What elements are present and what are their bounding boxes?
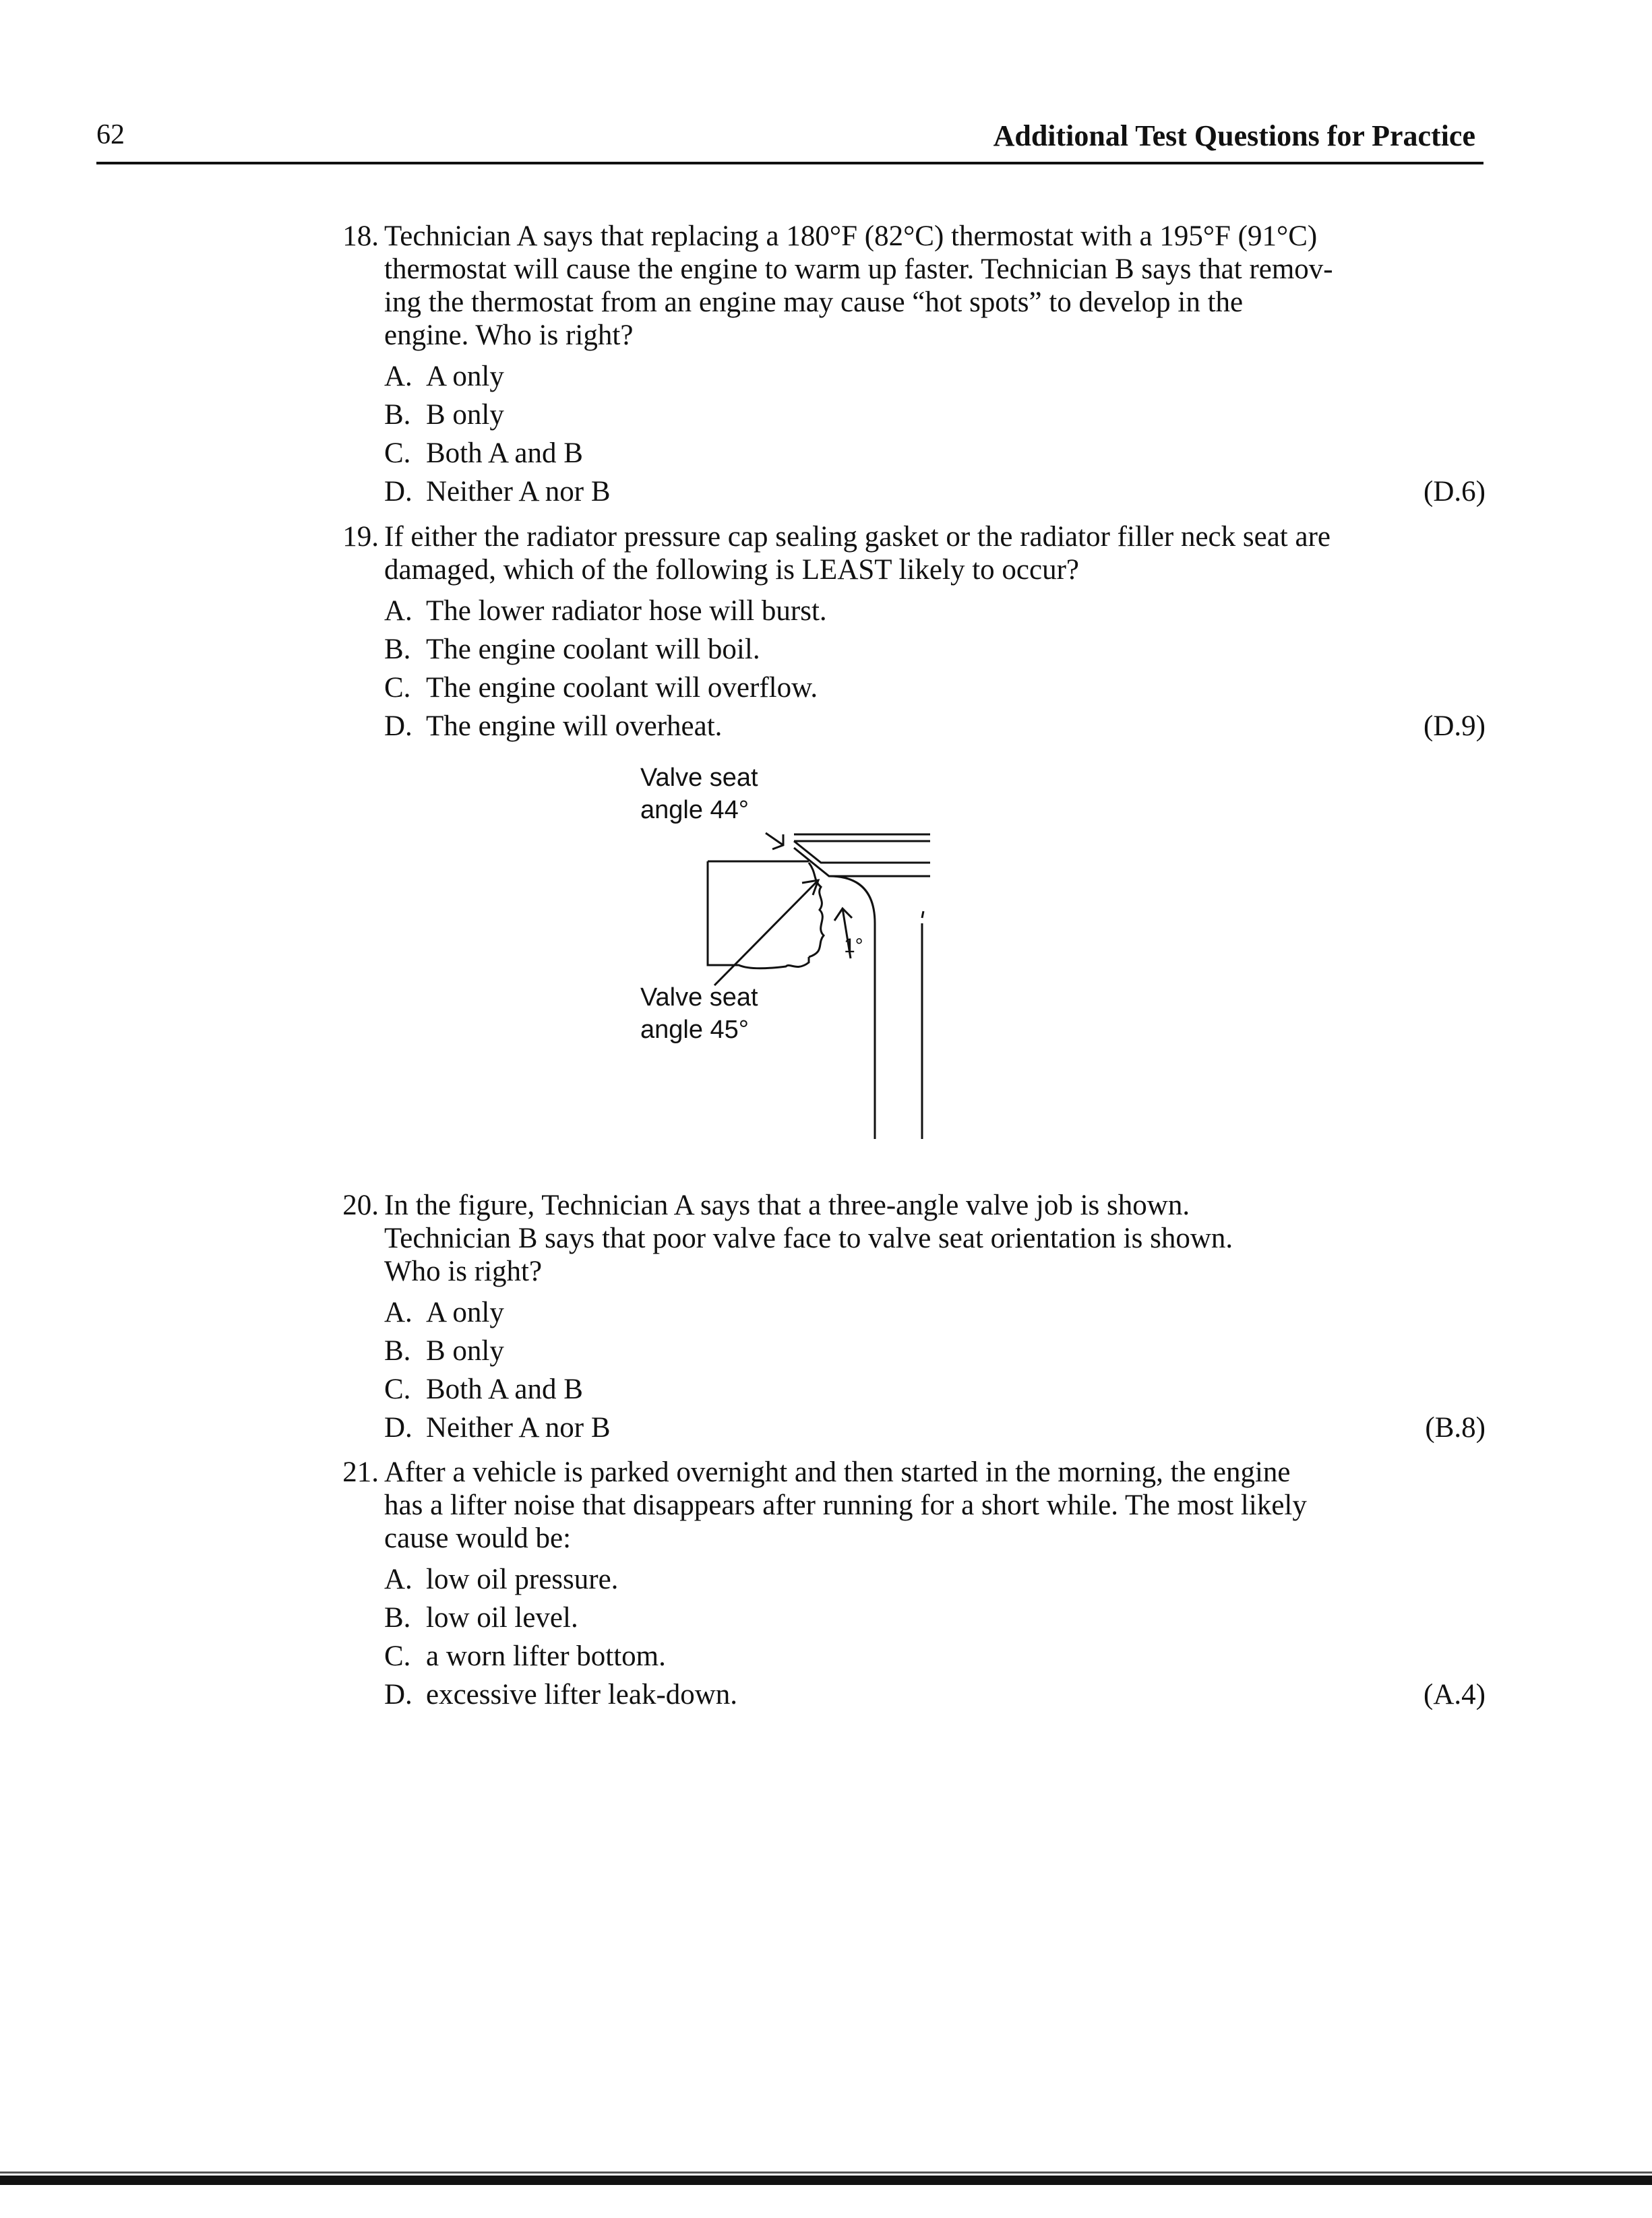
question-number: 19. bbox=[342, 521, 379, 553]
answer-option bbox=[384, 1409, 1487, 1447]
question-text bbox=[384, 1189, 1449, 1288]
question-line: After a vehicle is parked overnight and then started in the morning, the engine bbox=[384, 1456, 1291, 1488]
option-letter: B. bbox=[384, 1602, 411, 1634]
valve-seat-drawing bbox=[607, 762, 984, 1152]
question-line: damaged, which of the following is LEAST likely to occur? bbox=[384, 554, 1079, 586]
question-text bbox=[384, 1456, 1449, 1555]
option-text: The engine will overheat. bbox=[426, 710, 723, 742]
figure-label-line: angle 45° bbox=[640, 1016, 749, 1044]
answer-option bbox=[384, 669, 1487, 707]
option-letter: A. bbox=[384, 1297, 412, 1328]
difference-angle-label: 1° bbox=[844, 935, 863, 957]
option-letter: B. bbox=[384, 634, 411, 665]
answer-option bbox=[384, 357, 1487, 396]
answer-option bbox=[384, 396, 1487, 434]
answer-option bbox=[384, 472, 1487, 511]
answer-options bbox=[384, 1293, 1487, 1447]
arrow-44 bbox=[766, 833, 783, 845]
option-text: Neither A nor B bbox=[426, 1412, 611, 1444]
option-text: Both A and B bbox=[426, 437, 583, 469]
seat-wave-edge bbox=[809, 863, 824, 957]
answer-option bbox=[384, 1370, 1487, 1409]
option-letter: A. bbox=[384, 1564, 412, 1595]
scan-edge-line bbox=[0, 2171, 1652, 2174]
option-text: A only bbox=[426, 1297, 504, 1328]
valve-face bbox=[794, 841, 930, 863]
cylinder-head-seat bbox=[708, 861, 809, 968]
header-rule bbox=[96, 162, 1483, 164]
task-reference: (A.4) bbox=[1424, 1679, 1486, 1711]
answer-option bbox=[384, 434, 1487, 472]
option-letter: A. bbox=[384, 595, 412, 627]
question-line: ing the thermostat from an engine may cause “hot spots” to develop in the bbox=[384, 286, 1244, 318]
option-text: A only bbox=[426, 361, 504, 392]
question-line: thermostat will cause the engine to warm up faster. Technician B says that remov- bbox=[384, 253, 1333, 285]
option-letter: C. bbox=[384, 672, 411, 704]
option-letter: D. bbox=[384, 1679, 412, 1711]
option-text: B only bbox=[426, 399, 504, 431]
question-number: 21. bbox=[342, 1456, 379, 1488]
option-text: a worn lifter bottom. bbox=[426, 1640, 666, 1672]
question-line: In the figure, Technician A says that a three-angle valve job is shown. bbox=[384, 1190, 1190, 1221]
answer-option bbox=[384, 707, 1487, 745]
answer-option bbox=[384, 1293, 1487, 1332]
task-reference: (B.8) bbox=[1425, 1412, 1486, 1444]
answer-options bbox=[384, 357, 1487, 511]
answer-option bbox=[384, 1599, 1487, 1637]
page-number: 62 bbox=[96, 119, 125, 150]
option-text: Neither A nor B bbox=[426, 476, 611, 507]
question-line: Who is right? bbox=[384, 1256, 543, 1287]
option-letter: B. bbox=[384, 399, 411, 431]
option-letter: D. bbox=[384, 476, 412, 507]
question-line: has a lifter noise that disappears after running for a short while. The most likely bbox=[384, 1489, 1307, 1521]
option-text: low oil pressure. bbox=[426, 1564, 619, 1595]
option-text: The engine coolant will overflow. bbox=[426, 672, 818, 704]
option-letter: C. bbox=[384, 1640, 411, 1672]
valve-stem bbox=[922, 911, 923, 918]
figure-label-line: Valve seat bbox=[640, 764, 758, 792]
option-text: B only bbox=[426, 1335, 504, 1367]
option-letter: D. bbox=[384, 1412, 412, 1444]
task-reference: (D.6) bbox=[1424, 476, 1486, 507]
option-text: The lower radiator hose will burst. bbox=[426, 595, 827, 627]
answer-options bbox=[384, 1560, 1487, 1714]
arrow-45 bbox=[714, 880, 818, 985]
option-text: excessive lifter leak-down. bbox=[426, 1679, 738, 1711]
option-letter: D. bbox=[384, 710, 412, 742]
answer-option bbox=[384, 1332, 1487, 1370]
question-text bbox=[384, 520, 1449, 586]
question-19 bbox=[314, 520, 1487, 745]
task-reference: (D.9) bbox=[1424, 710, 1486, 742]
option-letter: B. bbox=[384, 1335, 411, 1367]
answer-option bbox=[384, 1560, 1487, 1599]
option-text: The engine coolant will boil. bbox=[426, 634, 760, 665]
question-21 bbox=[314, 1456, 1487, 1714]
question-line: Technician B says that poor valve face to valve seat orientation is shown. bbox=[384, 1223, 1233, 1254]
question-number: 20. bbox=[342, 1190, 379, 1221]
question-line: engine. Who is right? bbox=[384, 319, 634, 351]
question-line: If either the radiator pressure cap sealing gasket or the radiator filler neck seat are bbox=[384, 521, 1330, 553]
answer-option bbox=[384, 592, 1487, 630]
answer-options bbox=[384, 592, 1487, 745]
question-text bbox=[384, 220, 1449, 352]
option-letter: A. bbox=[384, 361, 412, 392]
answer-option bbox=[384, 630, 1487, 669]
question-line: Technician A says that replacing a 180°F (82°C) thermostat with a 195°F (91°C) bbox=[384, 220, 1318, 252]
running-title: Additional Test Questions for Practice bbox=[993, 119, 1475, 152]
valve-seat-figure bbox=[607, 762, 984, 1152]
scan-bottom-edge bbox=[0, 2176, 1652, 2185]
option-text: low oil level. bbox=[426, 1602, 578, 1634]
answer-option bbox=[384, 1637, 1487, 1675]
figure-label-line: angle 44° bbox=[640, 796, 749, 824]
question-18 bbox=[314, 220, 1487, 511]
question-number: 18. bbox=[342, 220, 379, 252]
question-line: cause would be: bbox=[384, 1522, 572, 1554]
valve-stem bbox=[829, 876, 875, 1139]
figure-label-line: Valve seat bbox=[640, 983, 758, 1012]
option-text: Both A and B bbox=[426, 1374, 583, 1405]
option-letter: C. bbox=[384, 437, 411, 469]
option-letter: C. bbox=[384, 1374, 411, 1405]
answer-option bbox=[384, 1675, 1487, 1714]
question-20 bbox=[314, 1189, 1487, 1447]
